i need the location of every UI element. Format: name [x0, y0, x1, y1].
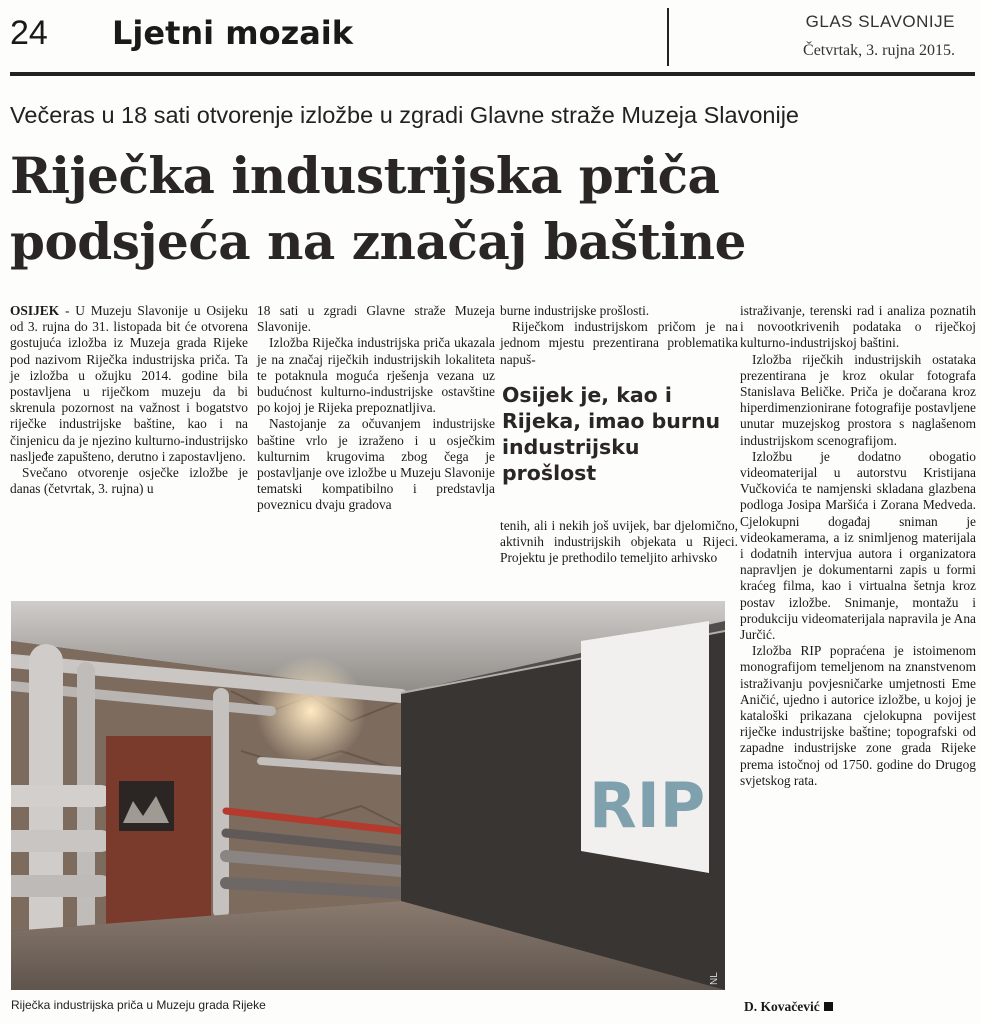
article-column-2 — [257, 303, 495, 514]
paragraph: Riječkom industrijskom pričom je na jednom mjestu prezentirana problematika napuš- — [500, 319, 738, 367]
article-kicker: Večeras u 18 sati otvorenje izložbe u zgradi Glavne straže Muzeja Slavonije — [10, 102, 799, 128]
paragraph: Svečano otvorenje osječke izložbe je danas (četvrtak, 3. rujna) u — [10, 465, 248, 497]
paragraph: 18 sati u zgradi Glavne straže Muzeja Slavonije. — [257, 303, 495, 335]
paragraph: Izložba Riječka industrijska priča ukazala je na značaj riječkih industrijskih lokaliteta te potaknula moguća rješenja vezana uz budućnost kulturno-industrijske ostavštine po kojoj je Rijeka prepoznatljiva. — [257, 335, 495, 416]
newspaper-name: GLAS SLAVONIJE — [805, 12, 955, 31]
section-title: Ljetni mozaik — [112, 14, 354, 52]
page-number: 24 — [10, 14, 48, 52]
paragraph: tenih, ali i nekih još uvijek, bar djelomično, aktivnih industrijskih objekata u Rijeci. Projektu je prethodilo temeljito arhivsko — [500, 518, 738, 566]
paragraph: Nastojanje za očuvanjem industrijske baštine vrlo je izraženo i u osječkim kulturnim krugovima zbog čega je postavljanje ove izložbe u Muzeju Slavonije tematski kompatibilno i predstavlja poveznicu dvaju gradova — [257, 416, 495, 513]
headline-line-1: Riječka industrijska priča — [10, 146, 720, 205]
lead-paragraph — [10, 303, 248, 465]
article-column-3 — [500, 303, 738, 368]
end-mark-icon — [824, 1002, 833, 1011]
paragraph: Izložbu je dodatno obogatio videomaterijal u autorstvu Kristijana Vučkovića te namjenski skladana glazbena podloga Josipa Maršića i Zorana Medveda. Cjelokupni događaj sniman je videokamerama, a iz snimljenog materijala i dodatnih intervjua autora i organizatora napravljen je dokumentarni zapis u formi kraćeg filma, kao i virtualna šetnja kroz postav izložbe. Snimanje, montažu i produkciju videomaterijala napravila je Ana Jurčić. — [740, 448, 976, 643]
paragraph: Izložba RIP popraćena je istoimenom monografijom temeljenom na znanstvenom istraživanju povjesničarke umjetnosti Eme Aničić, ujedno i autorice izložbe, u kojoj je kataloški prikazana cjelokupna povijest riječke industrijske baštine; topografski od zapadne industrijske zone grada Rijeke prema istočnoj od 1750. godine do Drugog svjetskog rata. — [740, 643, 976, 788]
author-name: D. Kovačević — [744, 999, 820, 1014]
masthead-divider — [667, 8, 669, 66]
paragraph: istraživanje, terenski rad i analiza poznatih i novootkrivenih podataka o riječkoj kulturno-industrijskoj baštini. — [740, 303, 976, 351]
dateline: OSIJEK — [10, 303, 60, 318]
article-subhead: Osijek je, kao i Rijeka, imao burnu industrijsku prošlost — [502, 383, 721, 485]
exhibition-photo — [11, 601, 725, 990]
article-column-3-continued — [500, 518, 738, 567]
screen-rip-text: RIP — [589, 769, 706, 842]
author-byline — [744, 999, 833, 1015]
lead-text: - U Muzeju Slavonije u Osijeku od 3. rujna do 31. listopada bit će otvorena gostujuća izložba iz Muzeja grada Rijeke pod nazivom Riječka industrijska priča. Ta je izložba u ožujku 2014. godine bila postavljena u riječkom muzeju da bi skrenula pozornost na važnost i bogatstvo riječke industrijske baštine, kao i na činjenicu da je njezino kulturno-industrijsko nasljeđe zapušteno, derutno i zapostavljeno. — [10, 303, 248, 464]
photo-credit: NL — [709, 972, 720, 985]
photo-illustration — [11, 601, 725, 990]
paragraph: Izložba riječkih industrijskih ostataka prezentirana je kroz okular fotografa Stanislava Beličke. Priča je dočarana kroz hiperdimenzionirane fotografije postavljene unutar muzejskog prostora s naglašenom industrijskom scenografijom. — [740, 351, 976, 448]
photo-caption: Riječka industrijska priča u Muzeju grada Rijeke — [11, 998, 266, 1012]
paragraph: burne industrijske prošlosti. — [500, 303, 650, 318]
issue-date: Četvrtak, 3. rujna 2015. — [803, 42, 955, 59]
headline-line-2: podsjeća na značaj baštine — [10, 212, 746, 271]
article-column-4 — [740, 303, 976, 1018]
header-rule — [10, 72, 975, 76]
article-column-1 — [10, 303, 248, 497]
